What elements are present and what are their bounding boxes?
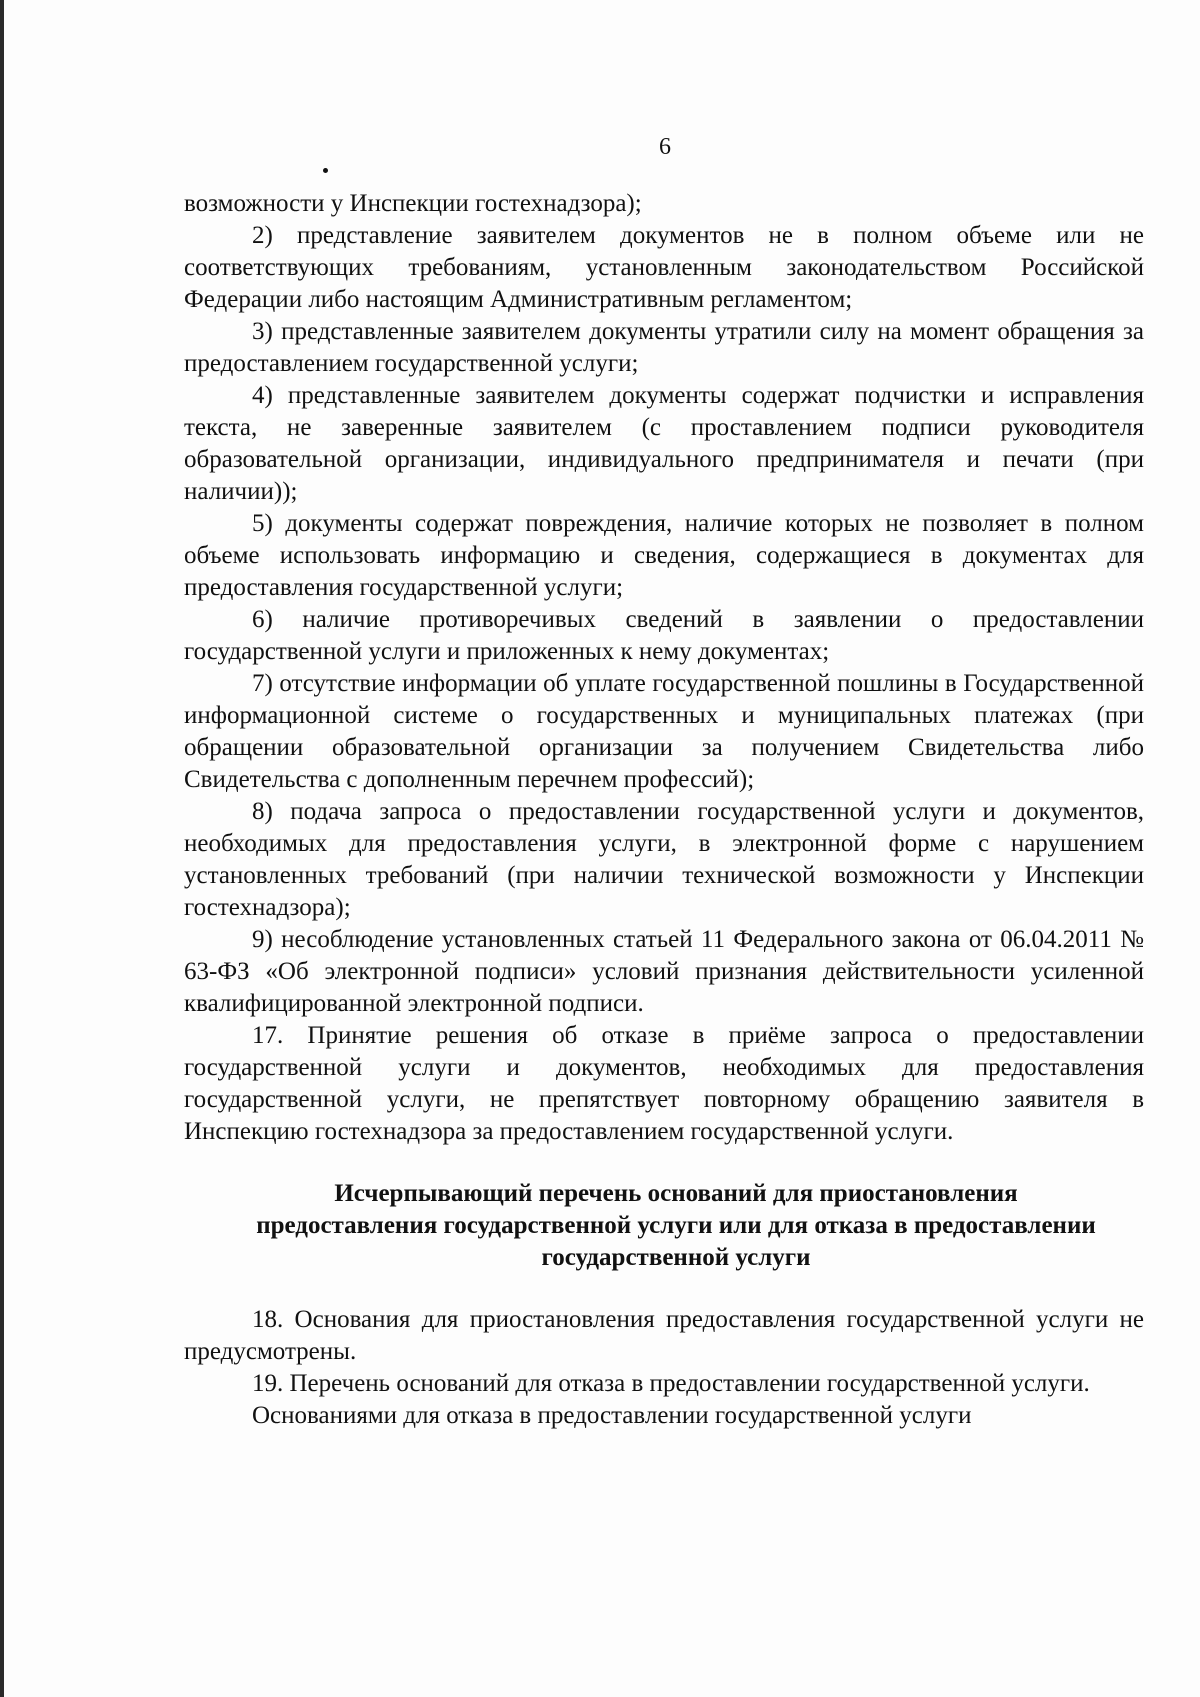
section-heading-line: Исчерпывающий перечень оснований для приостановления (334, 1180, 1018, 1207)
paragraph: возможности у Инспекции гостехнадзора); (184, 190, 642, 217)
paragraph: 9) несоблюдение установленных статьей 11 Федерального закона от 06.04.2011 № 63-ФЗ «Об электронной подписи» условий признания действительности усиленной квалифицированной электронной подписи. (184, 926, 1144, 1017)
paragraph: Основаниями для отказа в предоставлении государственной услуги (252, 1402, 972, 1429)
section-heading (184, 1178, 1144, 1274)
paragraph: 8) подача запроса о предоставлении государственной услуги и документов, необходимых для предоставления услуги, в электронной форме с нарушением установленных требований (при наличии технической возможности у Инспекции гостехнадзора); (184, 798, 1144, 921)
paragraph: 7) отсутствие информации об уплате государственной пошлины в Государственной информационной системе о государственных и муниципальных платежах (при обращении образовательной организации за получением Свидетельства либо Свидетельства с дополненным перечнем профессий); (184, 670, 1144, 793)
paragraph: 3) представленные заявителем документы утратили силу на момент обращения за предоставлением государственной услуги; (184, 318, 1144, 377)
scan-dot-mark (323, 168, 328, 173)
section-spacer (184, 1148, 1144, 1178)
paragraph: 5) документы содержат повреждения, наличие которых не позволяет в полном объеме использовать информацию и сведения, содержащиеся в документах для предоставления государственной услуги; (184, 510, 1144, 601)
section-spacer (184, 1274, 1144, 1304)
page-number: 6 (659, 134, 671, 160)
paragraph: 4) представленные заявителем документы содержат подчистки и исправления текста, не заверенные заявителем (с проставлением подписи руководителя образовательной организации, индивидуального предпринимателя и печати (при наличии)); (184, 382, 1144, 505)
paragraph: 18. Основания для приостановления предоставления государственной услуги не предусмотрены. (184, 1306, 1144, 1365)
paragraph: 2) представление заявителем документов не в полном объеме или не соответствующих требованиям, установленным законодательством Российской Федерации либо настоящим Административным регламентом; (184, 222, 1144, 313)
document-body (184, 188, 1144, 1432)
paragraph: 17. Принятие решения об отказе в приёме запроса о предоставлении государственной услуги и документов, необходимых для предоставления государственной услуги, не препятствует повторному обращению заявителя в Инспекцию гостехнадзора за предоставлением государственной услуги. (184, 1022, 1144, 1145)
section-heading-line: предоставления государственной услуги или для отказа в предоставлении (256, 1212, 1096, 1239)
section-heading-line: государственной услуги (541, 1244, 811, 1271)
paragraph: 6) наличие противоречивых сведений в заявлении о предоставлении государственной услуги и приложенных к нему документах; (184, 606, 1144, 665)
paragraph: 19. Перечень оснований для отказа в предоставлении государственной услуги. (252, 1370, 1090, 1397)
scan-left-edge (0, 0, 4, 1697)
